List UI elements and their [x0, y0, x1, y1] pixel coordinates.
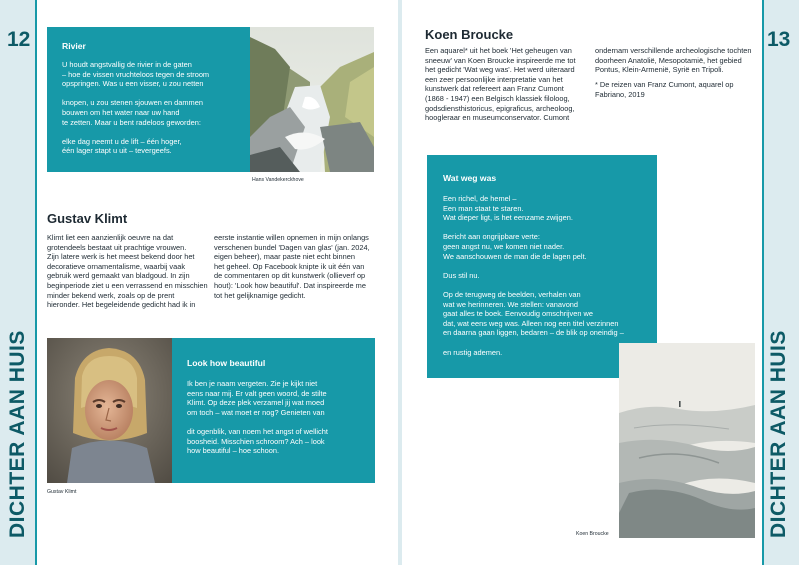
klimt-column-1: Klimt liet een aanzienlijk oeuvre na dat grotendeels bestaat uit prachtige vrouwen. Zijn latere werk is het meest bekend door het decoratieve ornamentalisme, waarbij vaak gebruik werd gemaakt van bladgoud. In zijn beginperiode ziet u een verrassend en misschien minder bekend werk, zoals op de prent hieronder. Het begeleidende gedicht had ik in [47, 233, 208, 310]
watweg-title: Wat weg was [443, 173, 497, 183]
broucke-watercolor [619, 343, 755, 538]
broucke-caption: Koen Broucke [576, 531, 609, 537]
page-edge-right [762, 0, 764, 565]
side-title-right: DICHTER AAN HUIS [767, 330, 790, 538]
klimt-portrait [47, 338, 172, 483]
side-title-left: DICHTER AAN HUIS [6, 330, 29, 538]
beautiful-poem [187, 379, 372, 465]
klimt-caption: Gustav Klimt [47, 489, 77, 495]
beautiful-stanza-1: Ik ben je naam vergeten. Zie je kijkt niet eens naar mij. Er valt geen woord, de stilte Klimt. Op deze plek verzamel jij wat moed om toch – wat moet er nog? Genieten van [187, 379, 327, 417]
broucke-column-1: Een aquarel* uit het boek 'Het geheugen van sneeuw' van Koen Broucke inspireerde me tot het gedicht 'Wat weg was'. Het werd uiteraard een zeer persoonlijke interpretatie van het kunstwerk dat refereert aan Franz Cumont (1868 - 1947) een Belgisch klassiek filoloog, godsdiensthistoricus, epigraficus, archeoloog, hoogleraar en museumconservator. Cumont [425, 46, 576, 123]
rivier-title: Rivier [62, 41, 86, 51]
rivier-caption: Hans Vandekerckhove [252, 177, 304, 183]
klimt-column-2: eerste instantie willen opnemen in mijn onlangs verschenen bundel 'Dagen van glas' (jan. 2024, eigen beheer), maar paste niet echt binnen het geheel. Op Facebook knipte ik uit één van de commentaren op dit kunstwerk (ollieverf op hout): 'Look how beautiful'. Dat inspireerde me tot het gelijknamige gedicht. [214, 233, 370, 300]
rivier-poem [62, 60, 247, 166]
watweg-stanza-5: en rustig ademen. [443, 347, 503, 357]
beautiful-box [172, 338, 375, 483]
watweg-poem [443, 194, 655, 367]
rivier-stanza-2: knopen, u zou stenen sjouwen en dammen bouwen om het water naar uw hand te zetten. Maar u bent radeloos geworden: [62, 98, 203, 127]
klimt-heading: Gustav Klimt [47, 211, 128, 226]
watweg-stanza-2: Bericht aan ongrijpbare verte: geen angst nu, we komen niet nader. We aanschouwen de man die de lagen pelt. [443, 232, 587, 261]
broucke-footnote: * De reizen van Franz Cumont, aquarel op Fabriano, 2019 [595, 80, 734, 99]
rivier-stanza-1: U houdt angstvallig de rivier in de gaten – hoe de vissen vruchteloos tegen de stroom opspringen. Was u een visser, u zou netten [62, 60, 210, 89]
broucke-column-2: ondernam verschillende archeologische tochten doorheen Anatolië, Mesopotamië, het gebied Pontus, Klein-Armenië, Syrië en Tripoli. [595, 46, 752, 75]
rivier-stanza-3: elke dag neemt u de lift – één hoger, één lager stapt u uit – tevergeefs. [62, 136, 182, 156]
page-number-right: 13 [767, 28, 791, 51]
river-painting [250, 27, 374, 172]
broucke-heading: Koen Broucke [425, 27, 514, 42]
page-edge-left [35, 0, 37, 565]
beautiful-stanza-2: dit ogenblik, van noem het angst of wellicht boosheid. Misschien schroom? Ach – look how beautiful – hoe schoon. [187, 426, 328, 456]
watweg-stanza-3: Dus stil nu. [443, 270, 480, 280]
watweg-stanza-1: Een richel, de hemel – Een man staat te staren. Wat dieper ligt, is het eenzame zwijgen. [443, 194, 573, 223]
page-number-left: 12 [7, 28, 31, 51]
rivier-box [47, 27, 250, 172]
watweg-stanza-4: Op de terugweg de beelden, verhalen van wat we herinneren. We stellen: vanavond gaat alles te boek. Eenvoudig omschrijven we dat, wat eens weg was. Alleen nog een titel verzinnen en daarna gaan liggen, bedaren – de blik op oneindig – [443, 289, 624, 338]
beautiful-title: Look how beautiful [187, 358, 266, 368]
